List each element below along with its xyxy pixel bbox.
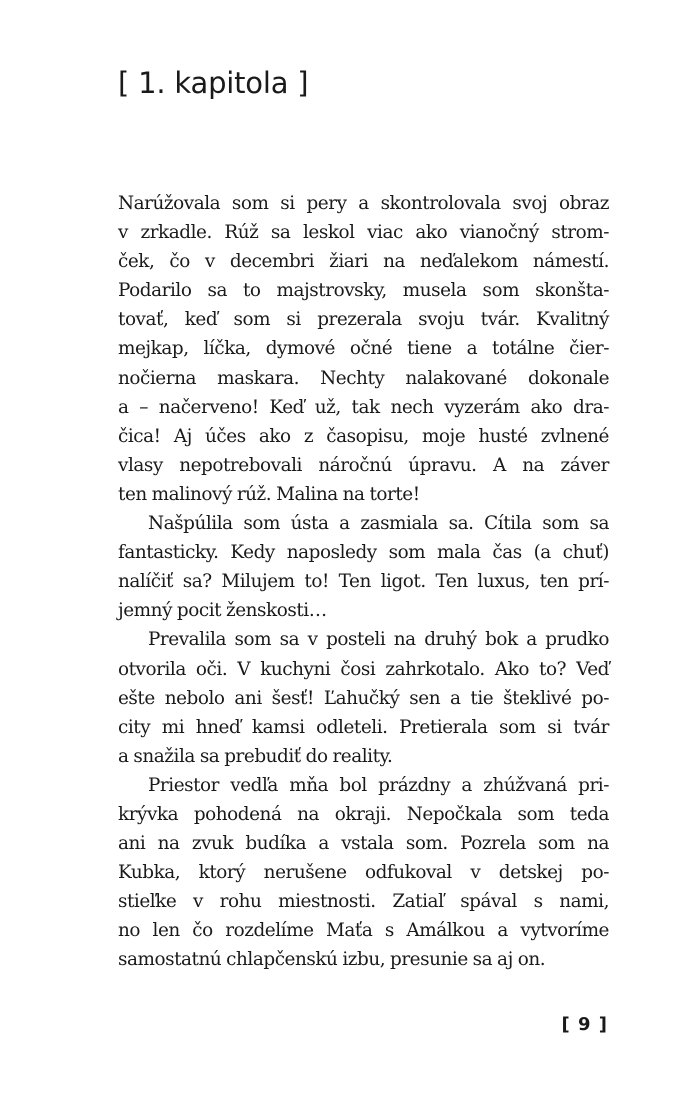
page-number: [ 9 ] xyxy=(561,1014,608,1035)
chapter-heading: [ 1. kapitola ] xyxy=(118,66,309,100)
text-line: fantasticky. Kedy naposledy som mala čas (a chuť) xyxy=(118,542,609,564)
text-line: stieľke v rohu miestnosti. Zatiaľ spával s nami, xyxy=(118,891,609,913)
text-line: mejkap, líčka, dymové očné tiene a totálne čier- xyxy=(118,338,609,360)
text-line: city mi hneď kamsi odleteli. Pretierala som si tvár xyxy=(118,716,609,738)
text-line: otvorila oči. V kuchyni čosi zahrkotalo. Ako to? Veď xyxy=(118,658,609,680)
text-line: Narúžovala som si pery a skontrolovala svoj obraz xyxy=(118,193,609,214)
text-line: a snažila sa prebudiť do reality. xyxy=(118,745,393,767)
text-line: Priestor vedľa mňa bol prázdny a zhúžvaná pri- xyxy=(148,774,609,796)
text-line: a – načerveno! Keď už, tak nech vyzerám ako dra- xyxy=(118,396,609,418)
text-line: Kubka, ktorý nerušene odfukoval v detskej po- xyxy=(118,862,609,884)
text-line: nalíčiť sa? Milujem to! Ten ligot. Ten luxus, ten prí- xyxy=(118,571,609,593)
text-line: tovať, keď som si prezerala svoju tvár. Kvalitný xyxy=(118,309,609,331)
text-line: Prevalila som sa v posteli na druhý bok a prudko xyxy=(148,629,609,651)
text-line: ten malinový rúž. Malina na torte! xyxy=(118,483,420,505)
text-line: nočierna maskara. Nechty nalakované dokonale xyxy=(118,367,609,389)
text-line: jemný pocit ženskosti… xyxy=(118,600,327,622)
text-line: samostatnú chlapčenskú izbu, presunie sa aj on. xyxy=(118,949,546,971)
text-line: Našpúlila som ústa a zasmiala sa. Cítila som sa xyxy=(148,513,609,535)
text-line: no len čo rozdelíme Maťa s Amálkou a vytvoríme xyxy=(118,920,609,942)
text-line: vlasy nepotrebovali náročnú úpravu. A na záver xyxy=(118,454,609,476)
text-line: v zrkadle. Rúž sa leskol viac ako vianočný strom- xyxy=(118,222,609,244)
text-line: Podarilo sa to majstrovsky, musela som skonšta- xyxy=(118,280,609,302)
text-line: čica! Aj účes ako z časopisu, moje husté zvlnené xyxy=(118,425,609,447)
text-line: krývka pohodená na okraji. Nepočkala som teda xyxy=(118,803,609,825)
text-line: ček, čo v decembri žiari na neďalekom námestí. xyxy=(118,251,609,273)
text-line: ani na zvuk budíka a vstala som. Pozrela som na xyxy=(118,833,609,855)
chapter-body-text xyxy=(118,189,609,975)
text-line: ešte nebolo ani šesť! Ľahučký sen a tie šteklivé po- xyxy=(118,687,609,709)
